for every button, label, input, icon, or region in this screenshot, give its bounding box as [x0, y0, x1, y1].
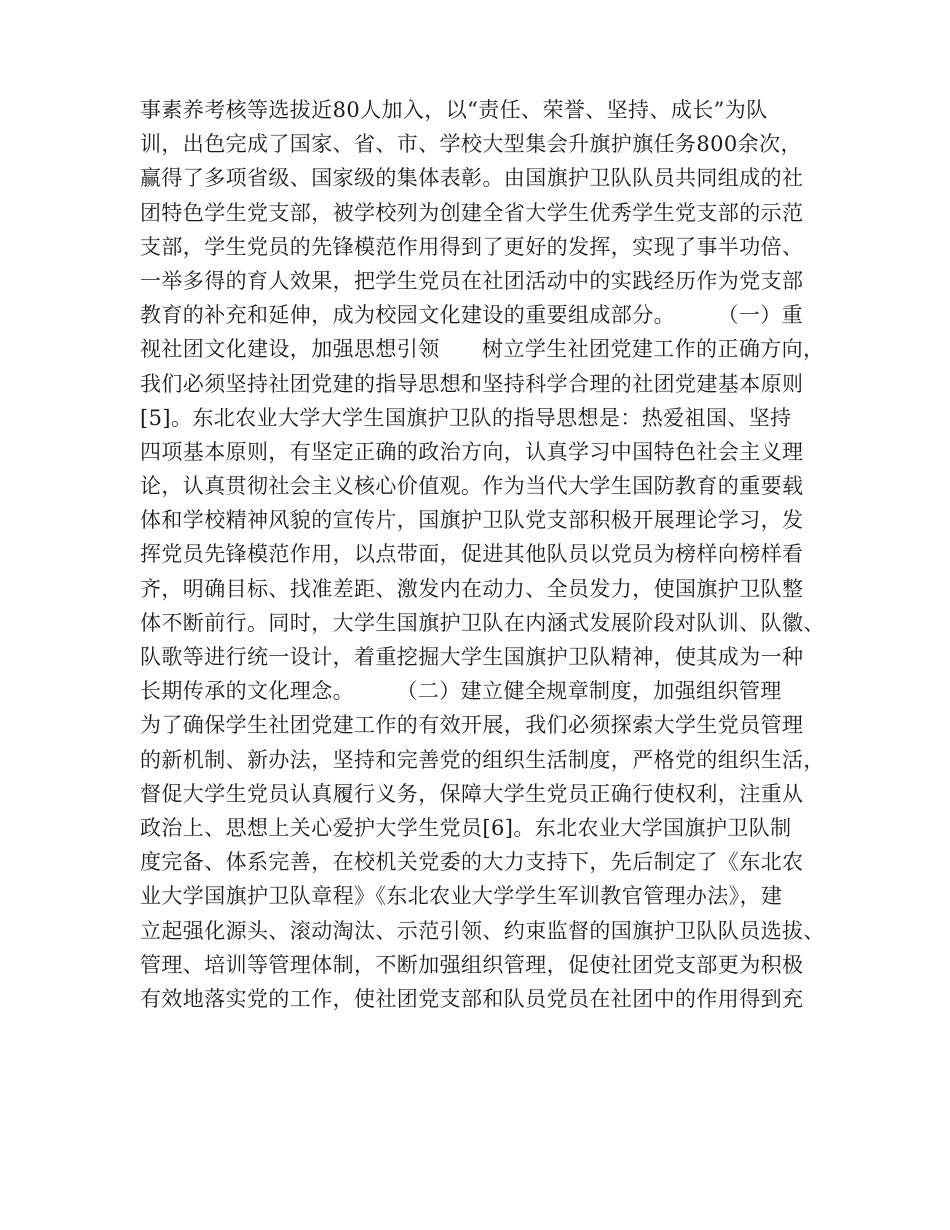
text-line: 团特色学生党支部，被学校列为创建全省大学生优秀学生党支部的示范 — [140, 200, 804, 225]
text-line: 我们必须坚持社团党建的指导思想和坚持科学合理的社团党建基本原则 — [140, 371, 804, 396]
text-line: 队歌等进行统一设计，着重挖掘大学生国旗护卫队精神，使其成为一种 — [140, 645, 804, 669]
text-line: 训，出色完成了国家、省、市、学校大型集会升旗护旗任务800余次， — [140, 132, 802, 157]
text-line: 视社团文化建设，加强思想引领 树立学生社团党建工作的正确方向， — [140, 337, 825, 362]
text-line: 体和学校精神风貌的宣传片，国旗护卫队党支部积极开展理论学习，发 — [140, 508, 804, 533]
text-line: [5]。东北农业大学大学生国旗护卫队的指导思想是：热爱祖国、坚持 — [140, 405, 792, 430]
text-line: 督促大学生党员认真履行义务，保障大学生党员正确行使权利，注重从 — [140, 781, 804, 806]
text-line: 论，认真贯彻社会主义核心价值观。作为当代大学生国防教育的重要载 — [140, 474, 804, 499]
text-line: 立起强化源头、滚动淘汰、示范引领、约束监督的国旗护卫队队员选拔、 — [140, 918, 825, 943]
text-line: 教育的补充和延伸，成为校园文化建设的重要组成部分。 （一）重 — [140, 303, 804, 328]
text-line: 度完备、体系完善，在校机关党委的大力支持下，先后制定了《东北农 — [140, 850, 804, 875]
text-line: 管理、培训等管理体制，不断加强组织管理，促使社团党支部更为积极 — [140, 952, 804, 977]
text-line: 一举多得的育人效果，把学生党员在社团活动中的实践经历作为党支部 — [140, 268, 804, 293]
text-line: 长期传承的文化理念。 （二）建立健全规章制度，加强组织管理 — [140, 679, 782, 704]
text-line: 齐，明确目标、找准差距、激发内在动力、全员发力，使国旗护卫队整 — [140, 576, 804, 601]
text-line: 的新机制、新办法，坚持和完善党的组织生活制度，严格党的组织生活， — [140, 747, 825, 772]
body-text — [140, 93, 830, 1016]
text-line: 有效地落实党的工作，使社团党支部和队员党员在社团中的作用得到充 — [140, 986, 804, 1011]
text-line: 支部，学生党员的先锋模范作用得到了更好的发挥，实现了事半功倍、 — [140, 234, 804, 259]
text-line: 四项基本原则，有坚定正确的政治方向，认真学习中国特色社会主义理 — [140, 439, 804, 464]
text-line: 为了确保学生社团党建工作的有效开展，我们必须探索大学生党员管理 — [140, 713, 804, 738]
text-line: 挥党员先锋模范作用，以点带面，促进其他队员以党员为榜样向榜样看 — [140, 542, 804, 567]
text-line: 事素养考核等选拔近80人加入，以“责任、荣誉、坚持、成长”为队 — [140, 98, 768, 122]
text-line: 业大学国旗护卫队章程》《东北农业大学学生军训教官管理办法》，建 — [140, 884, 783, 909]
text-line: 赢得了多项省级、国家级的集体表彰。由国旗护卫队队员共同组成的社 — [140, 166, 804, 191]
text-line: 政治上、思想上关心爱护大学生党员[6]。东北农业大学国旗护卫队制 — [140, 815, 792, 840]
text-line: 体不断前行。同时，大学生国旗护卫队在内涵式发展阶段对队训、队徽、 — [140, 610, 825, 635]
